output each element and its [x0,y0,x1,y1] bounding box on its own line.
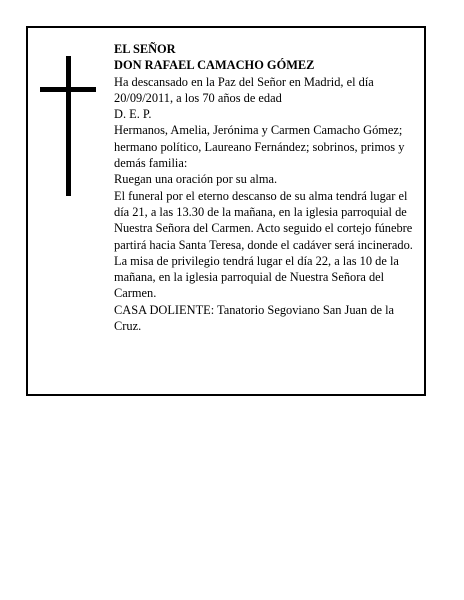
family-members: Hermanos, Amelia, Jerónima y Carmen Camacho Gómez; hermano político, Laureano Fernández; sobrinos, primos y demás familia: [114,123,405,171]
deceased-name: DON RAFAEL CAMACHO GÓMEZ [114,58,315,73]
rest-in-peace: D. E. P. [114,107,152,122]
obituary-notice [26,26,426,396]
cross-icon [40,56,96,196]
funeral-details: El funeral por el eterno descanso de su alma tendrá lugar el día 21, a las 13.30 de la mañana, en la iglesia parroquial de Nuestra Señora del Carmen. Acto seguido el cortejo fúnebre partirá hacia Santa Teresa, donde el cadáver será incinerado. La misa de privilegio tendrá lugar el día 22, a las 10 de la mañana, en la iglesia parroquial de Nuestra Señora del Carmen. [114,188,413,301]
death-announcement: Ha descansado en la Paz del Señor en Madrid, el día 20/09/2011, a los 70 años de edad [114,74,374,105]
mourning-house: CASA DOLIENTE: Tanatorio Segoviano San Juan de la Cruz. [114,302,395,334]
cross-horizontal-bar [40,87,96,92]
notice-text [114,41,416,334]
cross-vertical-bar [66,56,71,196]
prayer-request: Ruegan una oración por su alma. [114,172,278,187]
notice-title: EL SEÑOR [114,42,176,56]
